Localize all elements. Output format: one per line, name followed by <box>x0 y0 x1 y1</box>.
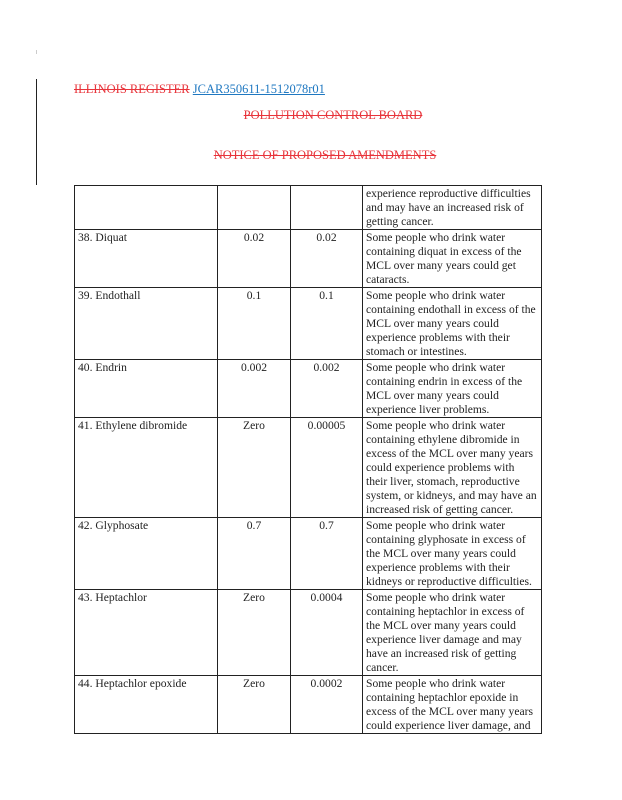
mcl-cell: 0.00005 <box>291 418 363 518</box>
register-header <box>74 82 325 97</box>
contaminant-table <box>74 185 542 734</box>
mcl-cell: 0.0002 <box>291 676 363 734</box>
health-effect-cell: experience reproductive difficulties and may have an increased risk of getting cancer. <box>363 186 542 230</box>
mcl-cell: 0.1 <box>291 288 363 360</box>
mclg-cell: 0.002 <box>218 360 291 418</box>
mcl-cell: 0.002 <box>291 360 363 418</box>
health-effect-cell: Some people who drink water containing endrin in excess of the MCL over many years could experience liver problems. <box>363 360 542 418</box>
mcl-cell: 0.0004 <box>291 590 363 676</box>
mclg-cell <box>218 186 291 230</box>
mcl-cell <box>291 186 363 230</box>
agency-header <box>100 108 566 123</box>
mclg-cell: 0.1 <box>218 288 291 360</box>
deleted-register-title: ILLINOIS REGISTER <box>74 82 190 96</box>
table-row <box>75 676 542 734</box>
health-effect-cell: Some people who drink water containing diquat in excess of the MCL over many years could get cataracts. <box>363 230 542 288</box>
mclg-cell: Zero <box>218 590 291 676</box>
table-row <box>75 518 542 590</box>
table-row <box>75 418 542 518</box>
table-row <box>75 360 542 418</box>
contaminant-cell: 40. Endrin <box>75 360 218 418</box>
mclg-cell: Zero <box>218 676 291 734</box>
contaminant-cell: 38. Diquat <box>75 230 218 288</box>
health-effect-cell: Some people who drink water containing heptachlor in excess of the MCL over many years could experience liver damage and may have an increased risk of getting cancer. <box>363 590 542 676</box>
health-effect-cell: Some people who drink water containing ethylene dibromide in excess of the MCL over many years could experience problems with their liver, stomach, reproductive system, or kidneys, and may have an increased risk of getting cancer. <box>363 418 542 518</box>
table-row <box>75 230 542 288</box>
contaminant-cell: 43. Heptachlor <box>75 590 218 676</box>
mcl-cell: 0.02 <box>291 230 363 288</box>
health-effect-cell: Some people who drink water containing endothall in excess of the MCL over many years could experience problems with their stomach or intestines. <box>363 288 542 360</box>
table-row <box>75 288 542 360</box>
mcl-cell: 0.7 <box>291 518 363 590</box>
contaminant-cell: 44. Heptachlor epoxide <box>75 676 218 734</box>
health-effect-cell: Some people who drink water containing glyphosate in excess of the MCL over many years could experience problems with their kidneys or reproductive difficulties. <box>363 518 542 590</box>
table-row <box>75 590 542 676</box>
mclg-cell: Zero <box>218 418 291 518</box>
contaminant-cell: 42. Glyphosate <box>75 518 218 590</box>
contaminant-cell: 41. Ethylene dibromide <box>75 418 218 518</box>
margin-tick-mark <box>36 50 37 54</box>
notice-header <box>92 148 558 163</box>
deleted-agency-name: POLLUTION CONTROL BOARD <box>243 108 423 122</box>
contaminant-cell <box>75 186 218 230</box>
mclg-cell: 0.02 <box>218 230 291 288</box>
contaminant-cell: 39. Endothall <box>75 288 218 360</box>
inserted-jcar-id: JCAR350611-1512078r01 <box>192 82 325 96</box>
health-effect-cell: Some people who drink water containing heptachlor epoxide in excess of the MCL over many years could experience liver damage, and <box>363 676 542 734</box>
revision-change-bar <box>36 79 37 185</box>
mclg-cell: 0.7 <box>218 518 291 590</box>
deleted-notice-title: NOTICE OF PROPOSED AMENDMENTS <box>213 148 437 162</box>
table-row <box>75 186 542 230</box>
